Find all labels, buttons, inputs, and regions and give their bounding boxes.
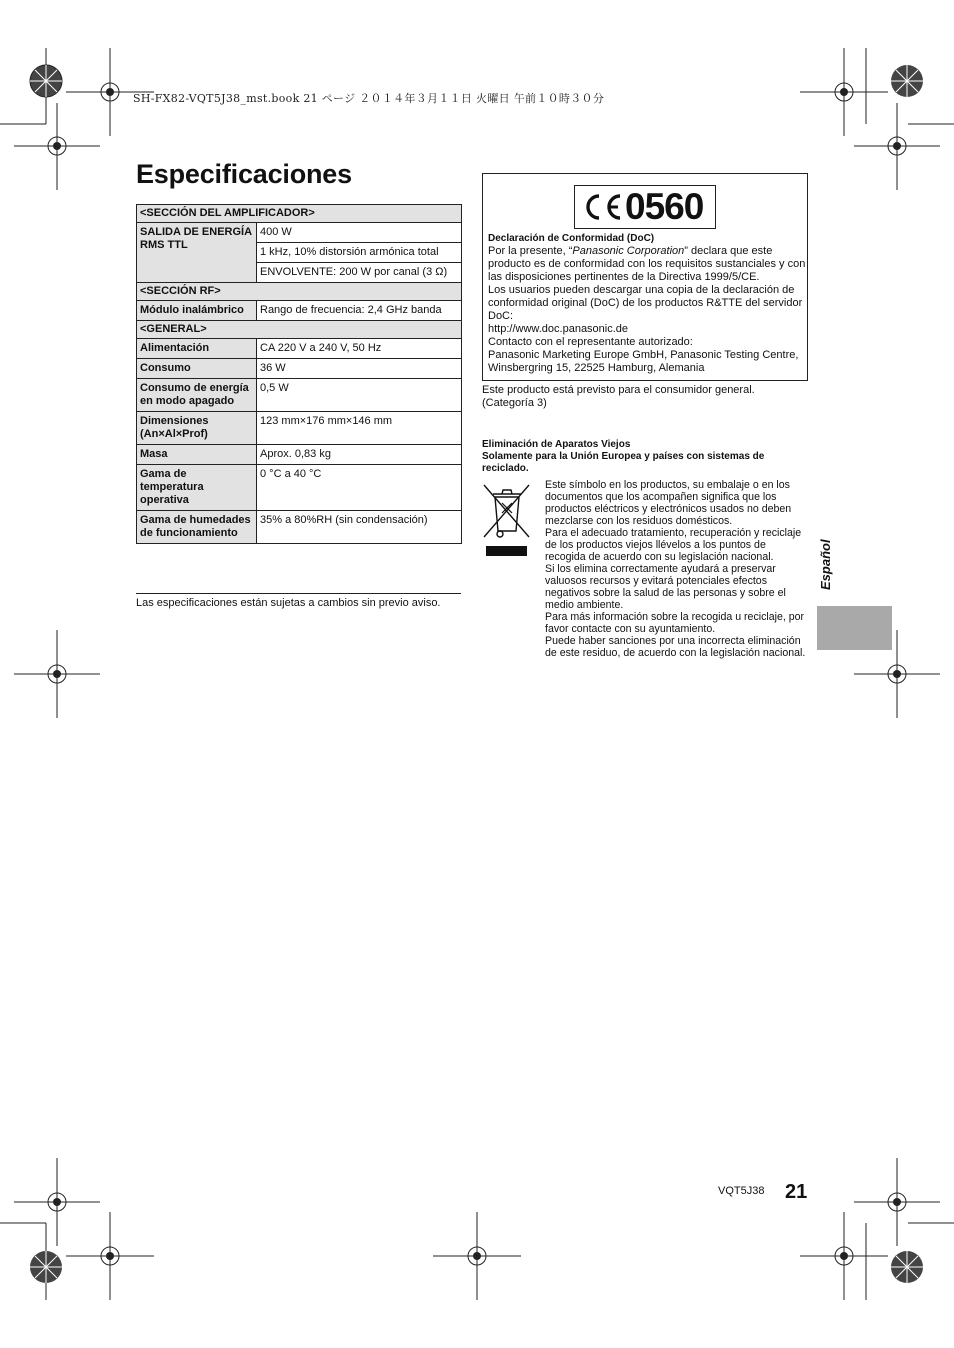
- notified-body-number: 0560: [625, 186, 704, 227]
- table-row: [137, 339, 462, 359]
- doc-paragraph: [488, 245, 806, 284]
- doc-text: [488, 232, 806, 375]
- doc-text-part: ” declara que este producto es de conformidad con los requisitos sustanciales y con las disposiciones pertinentes de la Directiva 1999/5/CE.: [488, 245, 806, 283]
- spec-value: 36 W: [257, 359, 462, 379]
- weee-bar: [486, 546, 527, 556]
- table-row: [137, 379, 462, 412]
- disposal-paragraph: Para más información sobre la recogida u reciclaje, por favor contacte con su ayuntamiento.: [545, 611, 805, 635]
- spec-value: 0,5 W: [257, 379, 462, 412]
- table-row: [137, 223, 462, 243]
- language-label: Español: [818, 539, 833, 590]
- doc-contact-label: Contacto con el representante autorizado:: [488, 336, 693, 348]
- table-row: [137, 412, 462, 445]
- disposal-subheading: Solamente para la Unión Europea y países con sistemas de reciclado.: [482, 451, 765, 474]
- specifications-table: [136, 204, 462, 544]
- doc-text-part: Por la presente, “: [488, 245, 573, 257]
- spec-label: SALIDA DE ENERGÍA RMS TTL: [137, 223, 257, 283]
- doc-paragraph: Los usuarios pueden descargar una copia de la declaración de conformidad original (DoC) de los productos R&TTE del servidor DoC:: [488, 284, 803, 322]
- page-title: Especificaciones: [136, 159, 352, 189]
- registration-target-icon: [891, 65, 923, 97]
- spec-label: Gama de temperatura operativa: [137, 465, 257, 511]
- table-row: [137, 205, 462, 223]
- disposal-text: [545, 479, 807, 659]
- spec-value: Aprox. 0,83 kg: [257, 445, 462, 465]
- page-number: 21: [785, 1181, 808, 1203]
- disposal-paragraph: Puede haber sanciones por una incorrecta eliminación de este residuo, de acuerdo con la legislación nacional.: [545, 635, 806, 659]
- spec-value: 123 mm×176 mm×146 mm: [257, 412, 462, 445]
- spec-label: Módulo inalámbrico: [137, 301, 257, 321]
- registration-target-icon: [30, 65, 62, 97]
- table-row: [137, 465, 462, 511]
- spec-label: Gama de humedades de funcionamiento: [137, 511, 257, 544]
- table-row: [137, 321, 462, 339]
- spec-value: 400 W: [257, 223, 462, 243]
- doc-heading: Declaración de Conformidad (DoC): [488, 233, 655, 244]
- ce-mark-icon: [579, 186, 625, 228]
- spec-value: 35% a 80%RH (sin condensación): [257, 511, 462, 544]
- table-row: [137, 359, 462, 379]
- doc-contact-address: Panasonic Marketing Europe GmbH, Panasonic Testing Centre, Winsbergring 15, 22525 Hamburg, Alemania: [488, 349, 799, 374]
- table-row: [137, 301, 462, 321]
- disposal-paragraph: Para el adecuado tratamiento, recuperación y reciclaje de los productos viejos llévelos a los puntos de recogida de acuerdo con su legislación nacional.: [545, 527, 802, 563]
- company-name: Panasonic Corporation: [572, 245, 685, 257]
- spec-label: Consumo de energía en modo apagado: [137, 379, 257, 412]
- doc-url: http://www.doc.panasonic.de: [488, 323, 629, 335]
- language-tab: [817, 606, 892, 650]
- spec-value: 1 kHz, 10% distorsión armónica total: [257, 243, 462, 263]
- note-divider: [136, 593, 461, 594]
- print-header-line: SH-FX82-VQT5J38_mst.book 21 ページ ２０１４年３月１１日 火曜日 午前１０時３０分: [133, 92, 605, 105]
- crossed-out-wheelie-bin-icon: [482, 483, 532, 539]
- spec-value: CA 220 V a 240 V, 50 Hz: [257, 339, 462, 359]
- disposal-heading: Eliminación de Aparatos Viejos: [482, 439, 631, 450]
- section-header-amplifier: <SECCIÓN DEL AMPLIFICADOR>: [137, 205, 462, 223]
- spec-value: Rango de frecuencia: 2,4 GHz banda: [257, 301, 462, 321]
- spec-label: Masa: [137, 445, 257, 465]
- document-code: VQT5J38: [718, 1185, 765, 1197]
- spec-value: ENVOLVENTE: 200 W por canal (3 Ω): [257, 263, 462, 283]
- declaration-of-conformity-box: [482, 173, 808, 381]
- table-row: [137, 511, 462, 544]
- ce-mark-box: [574, 185, 716, 229]
- registration-target-icon: [30, 1251, 62, 1283]
- disposal-paragraph: Si los elimina correctamente ayudará a preservar valuosos recursos y evitará potenciales efectos negativos sobre la salud de las personas y sobre el medio ambiente.: [545, 563, 786, 611]
- spec-label: Consumo: [137, 359, 257, 379]
- section-header-rf: <SECCIÓN RF>: [137, 283, 462, 301]
- disposal-heading-block: [482, 439, 802, 475]
- disposal-paragraph: Este símbolo en los productos, su embalaje o en los documentos que los acompañen significa que los productos eléctricos y electrónicos usados no deben mezclarse con los residuos domésticos.: [545, 479, 792, 527]
- table-row: [137, 445, 462, 465]
- spec-value: 0 °C a 40 °C: [257, 465, 462, 511]
- table-row: [137, 283, 462, 301]
- registration-target-icon: [891, 1251, 923, 1283]
- section-header-general: <GENERAL>: [137, 321, 462, 339]
- consumer-note: Este producto está previsto para el consumidor general. (Categoría 3): [482, 384, 755, 409]
- spec-label: Alimentación: [137, 339, 257, 359]
- spec-label: Dimensiones (An×Al×Prof): [137, 412, 257, 445]
- specifications-note: Las especificaciones están sujetas a cambios sin previo aviso.: [136, 597, 441, 609]
